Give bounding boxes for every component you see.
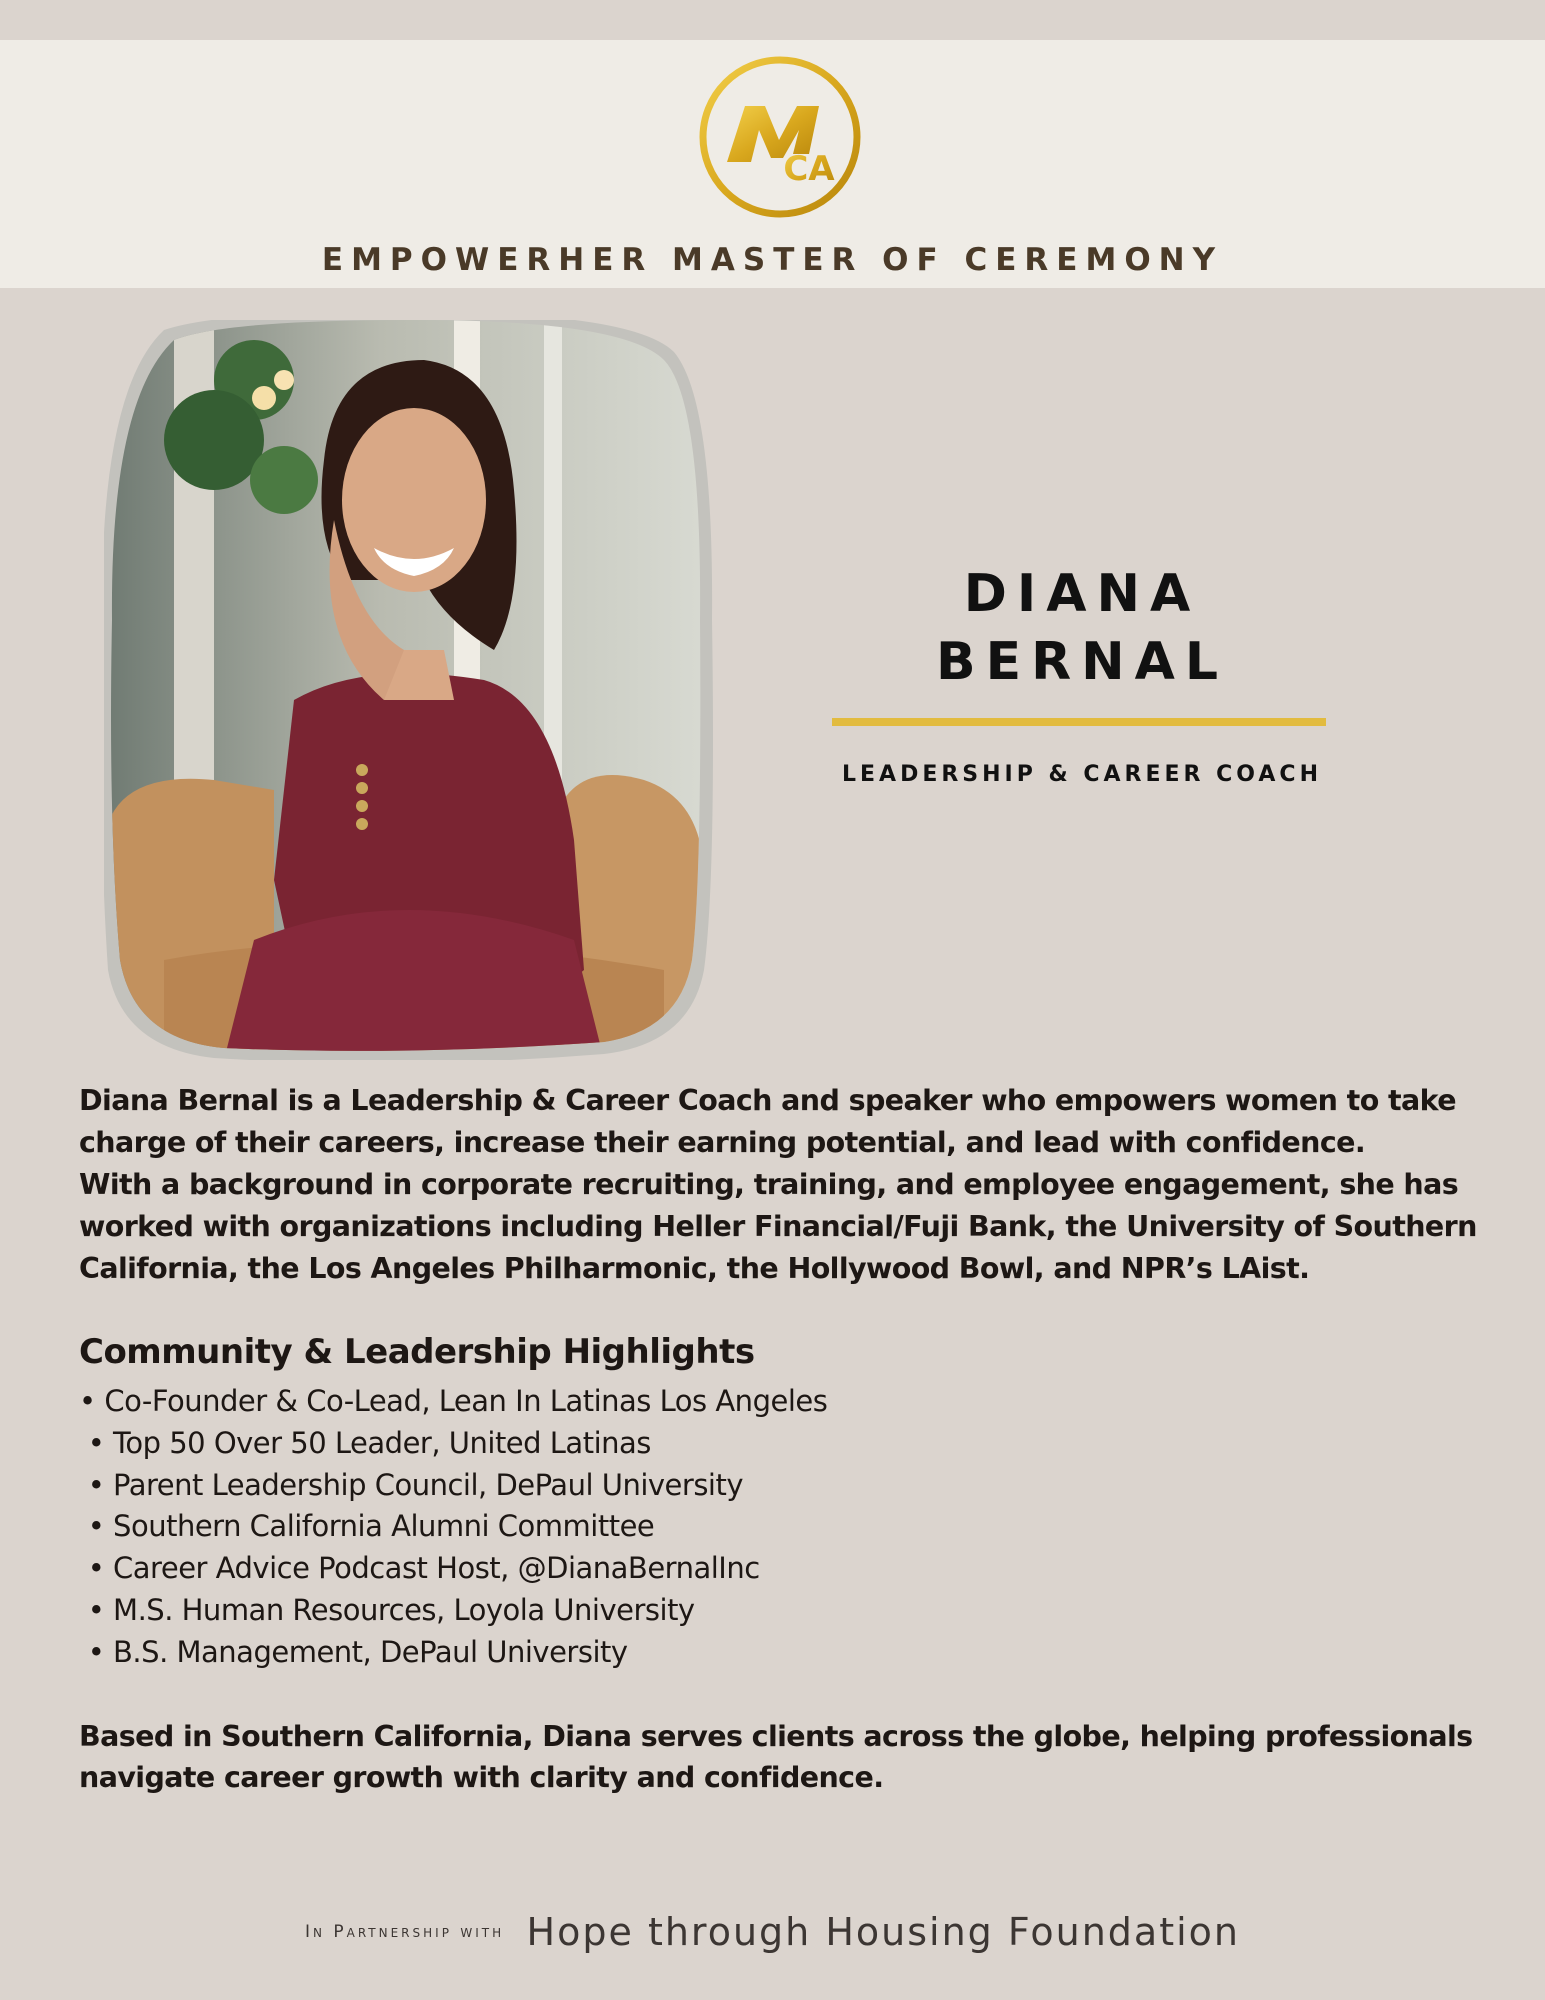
name-divider: [832, 718, 1326, 726]
highlights-heading: Community & Leadership Highlights: [79, 1332, 755, 1372]
list-item: • Career Advice Podcast Host, @DianaBernalInc: [79, 1551, 760, 1586]
list-item: • M.S. Human Resources, Loyola University: [79, 1592, 695, 1627]
speaker-role: LEADERSHIP & CAREER COACH: [842, 762, 1322, 787]
speaker-name: [832, 560, 1332, 696]
bio-paragraph-2: With a background in corporate recruiting, training, and employee engagement, she has worked with organizations including Heller Financial/Fuji Bank, the University of Southern California, the Los Angeles Philharmonic, the Hollywood Bowl, and NPR’s LAist.: [79, 1168, 1477, 1285]
highlights-list: [79, 1381, 827, 1674]
list-item: • B.S. Management, DePaul University: [79, 1634, 628, 1669]
partner-prefix: In Partnership with: [304, 1922, 505, 1942]
partnership-footer: [0, 1910, 1545, 1954]
partner-name: Hope through Housing Foundation: [526, 1910, 1241, 1954]
list-item: • Top 50 Over 50 Leader, United Latinas: [79, 1425, 651, 1460]
speaker-name-line2: BERNAL: [935, 632, 1229, 692]
svg-text:CA: CA: [783, 149, 835, 189]
list-item: • Parent Leadership Council, DePaul University: [79, 1467, 744, 1502]
list-item: • Southern California Alumni Committee: [79, 1509, 655, 1544]
list-item: • Co-Founder & Co-Lead, Lean In Latinas Los Angeles: [79, 1384, 828, 1418]
speaker-name-line1: DIANA: [963, 564, 1201, 624]
speaker-photo: [104, 320, 718, 1060]
mca-logo: [697, 54, 863, 220]
bio-paragraph-1: Diana Bernal is a Leadership & Career Coach and speaker who empowers women to take charge of their careers, increase their earning potential, and lead with confidence.: [79, 1084, 1456, 1159]
closing-statement: Based in Southern California, Diana serves clients across the globe, helping professionals navigate career growth with clarity and confidence.: [79, 1720, 1473, 1794]
event-title: EMPOWERHER MASTER OF CEREMONY: [321, 242, 1224, 278]
bio: [79, 1080, 1479, 1290]
